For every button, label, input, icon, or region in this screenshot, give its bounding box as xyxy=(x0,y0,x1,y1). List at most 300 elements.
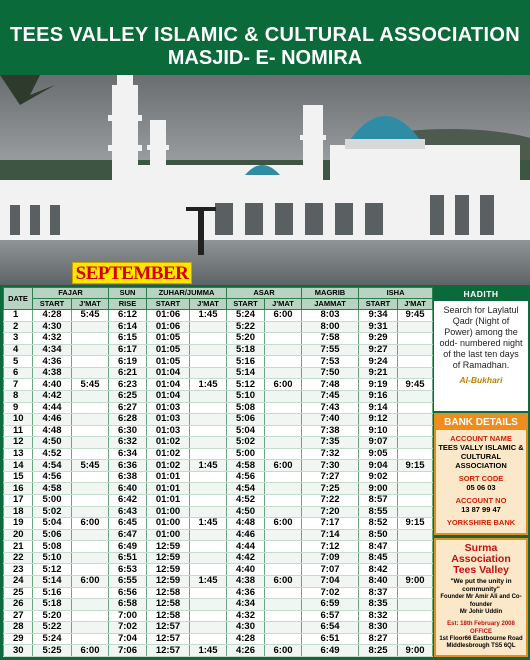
zuhar-start-cell: 12:59 xyxy=(147,552,190,564)
account-name-value: TEES VALLY ISLAMIC & CULTURAL ASSOCIATION xyxy=(438,443,524,470)
sunrise-cell: 6:17 xyxy=(109,344,147,356)
zuhar-jamat-cell xyxy=(190,321,227,333)
zuhar-start-cell: 12:57 xyxy=(147,633,190,645)
fajar-jamat-cell xyxy=(72,390,109,402)
table-row xyxy=(4,414,433,426)
fajar-start-cell: 5:08 xyxy=(33,541,72,553)
isha-start-cell: 9:27 xyxy=(359,344,398,356)
zuhar-jamat-cell: 1:45 xyxy=(190,460,227,472)
prayer-times-table xyxy=(3,287,433,657)
fajar-start-cell: 4:30 xyxy=(33,321,72,333)
isha-start-cell: 9:02 xyxy=(359,471,398,483)
magrib-jammat-cell: 7:32 xyxy=(302,448,359,460)
table-row xyxy=(4,552,433,564)
zuhar-jamat-cell xyxy=(190,541,227,553)
sunrise-cell: 6:32 xyxy=(109,437,147,449)
magrib-jammat-cell: 7:12 xyxy=(302,541,359,553)
isha-jamat-cell: 9:15 xyxy=(398,518,433,530)
isha-jamat-cell xyxy=(398,425,433,437)
sunrise-cell: 6:58 xyxy=(109,599,147,611)
asar-jamat-cell xyxy=(265,333,302,345)
row-date-cell: 6 xyxy=(4,367,33,379)
asar-start-cell: 4:58 xyxy=(227,460,265,472)
fajar-start-cell: 4:46 xyxy=(33,414,72,426)
fajar-start-cell: 4:40 xyxy=(33,379,72,391)
table-row xyxy=(4,367,433,379)
sunrise-cell: 6:12 xyxy=(109,310,147,322)
surma-cofounder: Mr Johir Uddin xyxy=(459,609,503,615)
zuhar-start-cell: 12:58 xyxy=(147,599,190,611)
side-panel xyxy=(434,287,528,657)
row-date-cell: 21 xyxy=(4,541,33,553)
zuhar-jamat-cell: 1:45 xyxy=(190,645,227,657)
sunrise-cell: 6:28 xyxy=(109,414,147,426)
fajar-start-cell: 4:44 xyxy=(33,402,72,414)
sunrise-cell: 6:45 xyxy=(109,518,147,530)
magrib-jammat-cell: 7:17 xyxy=(302,518,359,530)
fajar-start-cell: 4:28 xyxy=(33,310,72,322)
magrib-jammat-cell: 7:30 xyxy=(302,460,359,472)
isha-start-cell: 8:50 xyxy=(359,529,398,541)
asar-jamat-header: J'MAT xyxy=(265,299,302,310)
zuhar-start-cell: 01:00 xyxy=(147,506,190,518)
isha-jamat-cell xyxy=(398,587,433,599)
isha-jamat-cell xyxy=(398,564,433,576)
row-date-cell: 28 xyxy=(4,622,33,634)
isha-start-cell: 9:34 xyxy=(359,310,398,322)
fajar-jamat-cell: 6:00 xyxy=(72,645,109,657)
zuhar-start-cell: 01:02 xyxy=(147,460,190,472)
isha-header: ISHA xyxy=(359,288,433,299)
sunrise-cell: 6:27 xyxy=(109,402,147,414)
isha-jamat-cell: 9:00 xyxy=(398,575,433,587)
isha-start-cell: 9:29 xyxy=(359,333,398,345)
fajar-jamat-cell xyxy=(72,552,109,564)
asar-jamat-cell xyxy=(265,321,302,333)
asar-jamat-cell xyxy=(265,471,302,483)
zuhar-start-cell: 01:02 xyxy=(147,437,190,449)
row-date-cell: 1 xyxy=(4,310,33,322)
table-row xyxy=(4,587,433,599)
table-row xyxy=(4,390,433,402)
table-row xyxy=(4,448,433,460)
prayer-times-body xyxy=(4,310,433,657)
zuhar-jamat-cell: 1:45 xyxy=(190,310,227,322)
row-date-cell: 20 xyxy=(4,529,33,541)
table-row xyxy=(4,506,433,518)
bank-details-box xyxy=(434,413,528,535)
fajar-jamat-cell xyxy=(72,599,109,611)
fajar-start-cell: 5:06 xyxy=(33,529,72,541)
header-banner xyxy=(0,0,530,75)
asar-jamat-cell xyxy=(265,437,302,449)
sunrise-cell: 6:55 xyxy=(109,575,147,587)
isha-start-cell: 9:12 xyxy=(359,414,398,426)
magrib-jammat-cell: 6:57 xyxy=(302,610,359,622)
zuhar-jamat-cell xyxy=(190,506,227,518)
isha-start-cell: 8:57 xyxy=(359,495,398,507)
asar-start-cell: 4:30 xyxy=(227,622,265,634)
zuhar-jamat-cell: 1:45 xyxy=(190,379,227,391)
fajar-start-cell: 4:42 xyxy=(33,390,72,402)
sunrise-header-line2: RISE xyxy=(109,299,147,310)
zuhar-start-cell: 12:58 xyxy=(147,610,190,622)
isha-jamat-cell xyxy=(398,633,433,645)
zuhar-jamat-cell xyxy=(190,599,227,611)
zuhar-start-cell: 01:06 xyxy=(147,310,190,322)
magrib-jammat-cell: 6:59 xyxy=(302,599,359,611)
fajar-start-cell: 4:52 xyxy=(33,448,72,460)
isha-start-cell: 8:55 xyxy=(359,506,398,518)
magrib-jammat-cell: 7:55 xyxy=(302,344,359,356)
row-date-cell: 15 xyxy=(4,471,33,483)
zuhar-jamat-cell xyxy=(190,425,227,437)
zuhar-start-cell: 12:57 xyxy=(147,645,190,657)
row-date-cell: 12 xyxy=(4,437,33,449)
asar-jamat-cell xyxy=(265,587,302,599)
magrib-jammat-cell: 7:38 xyxy=(302,425,359,437)
sunrise-cell: 6:21 xyxy=(109,367,147,379)
isha-jamat-cell xyxy=(398,541,433,553)
row-date-cell: 13 xyxy=(4,448,33,460)
mosque-photo xyxy=(0,75,530,285)
fajar-jamat-cell: 6:00 xyxy=(72,518,109,530)
fajar-start-cell: 4:32 xyxy=(33,333,72,345)
account-name-label: ACCOUNT NAME xyxy=(450,434,512,443)
row-date-cell: 27 xyxy=(4,610,33,622)
asar-jamat-cell xyxy=(265,529,302,541)
surma-office-line2: Middlesbrough TS5 6QL xyxy=(446,643,516,649)
zuhar-jamat-cell xyxy=(190,471,227,483)
fajar-jamat-header: J'MAT xyxy=(72,299,109,310)
asar-jamat-cell xyxy=(265,610,302,622)
zuhar-jamat-cell xyxy=(190,414,227,426)
fajar-start-cell: 4:38 xyxy=(33,367,72,379)
isha-jamat-cell xyxy=(398,529,433,541)
isha-start-cell: 9:07 xyxy=(359,437,398,449)
asar-start-cell: 5:04 xyxy=(227,425,265,437)
fajar-jamat-cell xyxy=(72,587,109,599)
zuhar-jamat-cell xyxy=(190,622,227,634)
fajar-start-cell: 5:24 xyxy=(33,633,72,645)
surma-established: Est: 18th February 2008 xyxy=(447,620,515,627)
asar-start-cell: 4:32 xyxy=(227,610,265,622)
row-date-cell: 11 xyxy=(4,425,33,437)
magrib-jammat-cell: 7:02 xyxy=(302,587,359,599)
asar-jamat-cell xyxy=(265,541,302,553)
isha-jamat-cell xyxy=(398,367,433,379)
magrib-jammat-cell: 7:43 xyxy=(302,402,359,414)
sunrise-cell: 6:38 xyxy=(109,471,147,483)
sunrise-cell: 6:25 xyxy=(109,390,147,402)
fajar-start-cell: 5:12 xyxy=(33,564,72,576)
magrib-jammat-cell: 7:35 xyxy=(302,437,359,449)
zuhar-jamat-cell xyxy=(190,552,227,564)
fajar-start-cell: 5:18 xyxy=(33,599,72,611)
zuhar-start-cell: 01:04 xyxy=(147,379,190,391)
magrib-header: MAGRIB xyxy=(302,288,359,299)
isha-start-cell: 8:47 xyxy=(359,541,398,553)
sunrise-cell: 6:49 xyxy=(109,541,147,553)
isha-start-cell: 9:10 xyxy=(359,425,398,437)
zuhar-jamat-cell xyxy=(190,402,227,414)
surma-title-line2: Tees Valley xyxy=(453,564,509,576)
fajar-jamat-cell xyxy=(72,529,109,541)
zuhar-start-cell: 01:05 xyxy=(147,333,190,345)
zuhar-jamat-cell xyxy=(190,633,227,645)
isha-jamat-cell xyxy=(398,506,433,518)
asar-jamat-cell xyxy=(265,506,302,518)
fajar-start-cell: 4:54 xyxy=(33,460,72,472)
isha-jamat-cell xyxy=(398,599,433,611)
fajar-start-header: START xyxy=(33,299,72,310)
zuhar-jamat-cell xyxy=(190,356,227,368)
table-row xyxy=(4,333,433,345)
sunrise-cell: 6:30 xyxy=(109,425,147,437)
asar-start-cell: 4:42 xyxy=(227,552,265,564)
asar-start-cell: 5:10 xyxy=(227,390,265,402)
zuhar-start-cell: 01:03 xyxy=(147,425,190,437)
fajar-jamat-cell xyxy=(72,437,109,449)
asar-jamat-cell xyxy=(265,552,302,564)
table-row xyxy=(4,518,433,530)
sunrise-cell: 6:36 xyxy=(109,460,147,472)
asar-start-cell: 4:50 xyxy=(227,506,265,518)
isha-start-cell: 9:21 xyxy=(359,367,398,379)
account-no-label: ACCOUNT NO xyxy=(455,496,507,505)
magrib-jammat-cell: 8:03 xyxy=(302,310,359,322)
asar-jamat-cell xyxy=(265,633,302,645)
sunrise-cell: 7:06 xyxy=(109,645,147,657)
zuhar-start-cell: 12:59 xyxy=(147,541,190,553)
isha-start-cell: 8:35 xyxy=(359,599,398,611)
asar-jamat-cell xyxy=(265,448,302,460)
zuhar-start-header: START xyxy=(147,299,190,310)
asar-start-cell: 4:52 xyxy=(227,495,265,507)
isha-start-cell: 8:30 xyxy=(359,622,398,634)
isha-jamat-cell xyxy=(398,483,433,495)
asar-start-cell: 4:46 xyxy=(227,529,265,541)
fajar-jamat-cell: 5:45 xyxy=(72,379,109,391)
row-date-cell: 7 xyxy=(4,379,33,391)
fajar-start-cell: 5:20 xyxy=(33,610,72,622)
table-row xyxy=(4,460,433,472)
asar-start-cell: 5:18 xyxy=(227,344,265,356)
asar-start-cell: 4:28 xyxy=(227,633,265,645)
zuhar-start-cell: 01:02 xyxy=(147,448,190,460)
isha-jamat-cell xyxy=(398,356,433,368)
asar-start-cell: 5:08 xyxy=(227,402,265,414)
asar-jamat-cell xyxy=(265,356,302,368)
isha-start-cell: 9:14 xyxy=(359,402,398,414)
sort-code-label: SORT CODE xyxy=(458,474,504,483)
fajar-jamat-cell xyxy=(72,414,109,426)
sunrise-cell: 6:56 xyxy=(109,587,147,599)
table-row xyxy=(4,379,433,391)
fajar-jamat-cell xyxy=(72,541,109,553)
fajar-jamat-cell xyxy=(72,344,109,356)
row-date-cell: 30 xyxy=(4,645,33,657)
sunrise-cell: 6:34 xyxy=(109,448,147,460)
asar-jamat-cell xyxy=(265,599,302,611)
sunrise-cell: 6:40 xyxy=(109,483,147,495)
isha-start-cell: 9:04 xyxy=(359,460,398,472)
fajar-jamat-cell xyxy=(72,564,109,576)
isha-jamat-header: J'MAT xyxy=(398,299,433,310)
table-row xyxy=(4,645,433,657)
isha-start-cell: 9:16 xyxy=(359,390,398,402)
magrib-jammat-cell: 7:27 xyxy=(302,471,359,483)
isha-start-cell: 8:45 xyxy=(359,552,398,564)
asar-jamat-cell: 6:00 xyxy=(265,518,302,530)
row-date-cell: 24 xyxy=(4,575,33,587)
table-row xyxy=(4,425,433,437)
surma-title-line1: Surma Association xyxy=(451,542,511,565)
asar-jamat-cell xyxy=(265,367,302,379)
fajar-jamat-cell xyxy=(72,367,109,379)
asar-start-cell: 5:22 xyxy=(227,321,265,333)
isha-jamat-cell xyxy=(398,414,433,426)
zuhar-jamat-cell xyxy=(190,344,227,356)
magrib-jammat-cell: 7:45 xyxy=(302,390,359,402)
asar-start-cell: 4:26 xyxy=(227,645,265,657)
asar-jamat-cell xyxy=(265,622,302,634)
fajar-jamat-cell xyxy=(72,448,109,460)
table-row xyxy=(4,344,433,356)
fajar-start-cell: 4:34 xyxy=(33,344,72,356)
isha-jamat-cell xyxy=(398,610,433,622)
surma-office-line1: 1st Floor66 Eastbourne Road xyxy=(439,635,523,642)
sunrise-cell: 6:53 xyxy=(109,564,147,576)
fajar-jamat-cell xyxy=(72,333,109,345)
fajar-start-cell: 5:04 xyxy=(33,518,72,530)
asar-start-cell: 5:02 xyxy=(227,437,265,449)
isha-start-cell: 9:31 xyxy=(359,321,398,333)
fajar-start-cell: 4:58 xyxy=(33,483,72,495)
isha-jamat-cell xyxy=(398,437,433,449)
isha-start-cell: 8:52 xyxy=(359,518,398,530)
asar-start-cell: 4:40 xyxy=(227,564,265,576)
zuhar-start-cell: 01:04 xyxy=(147,390,190,402)
mosque-illustration xyxy=(0,75,530,285)
table-row xyxy=(4,356,433,368)
asar-jamat-cell: 6:00 xyxy=(265,379,302,391)
row-date-cell: 2 xyxy=(4,321,33,333)
magrib-jammat-cell: 8:00 xyxy=(302,321,359,333)
fajar-start-cell: 4:50 xyxy=(33,437,72,449)
zuhar-jamat-cell xyxy=(190,610,227,622)
zuhar-jamat-cell xyxy=(190,367,227,379)
fajar-header: FAJAR xyxy=(33,288,109,299)
zuhar-jamat-cell xyxy=(190,448,227,460)
table-row xyxy=(4,541,433,553)
asar-jamat-cell: 6:00 xyxy=(265,460,302,472)
asar-start-cell: 5:20 xyxy=(227,333,265,345)
hadith-box xyxy=(434,287,528,411)
fajar-start-cell: 5:22 xyxy=(33,622,72,634)
asar-start-cell: 5:16 xyxy=(227,356,265,368)
magrib-jammat-cell: 7:22 xyxy=(302,495,359,507)
masjid-title: MASJID- E- NOMIRA xyxy=(167,47,363,69)
asar-jamat-cell xyxy=(265,495,302,507)
zuhar-jamat-header: J'MAT xyxy=(190,299,227,310)
isha-start-cell: 8:25 xyxy=(359,645,398,657)
isha-jamat-cell xyxy=(398,495,433,507)
table-row xyxy=(4,529,433,541)
asar-start-cell: 5:06 xyxy=(227,414,265,426)
row-date-cell: 18 xyxy=(4,506,33,518)
isha-jamat-cell: 9:45 xyxy=(398,379,433,391)
isha-start-cell: 8:27 xyxy=(359,633,398,645)
fajar-start-cell: 4:56 xyxy=(33,471,72,483)
sort-code-value: 05 06 03 xyxy=(466,483,496,492)
table-row xyxy=(4,402,433,414)
table-row xyxy=(4,310,433,322)
zuhar-jamat-cell xyxy=(190,483,227,495)
fajar-start-cell: 5:25 xyxy=(33,645,72,657)
row-date-cell: 26 xyxy=(4,599,33,611)
sunrise-cell: 6:19 xyxy=(109,356,147,368)
fajar-jamat-cell xyxy=(72,321,109,333)
sunrise-cell: 6:14 xyxy=(109,321,147,333)
asar-start-cell: 4:38 xyxy=(227,575,265,587)
magrib-jammat-cell: 6:49 xyxy=(302,645,359,657)
row-date-cell: 29 xyxy=(4,633,33,645)
table-row xyxy=(4,471,433,483)
fajar-jamat-cell xyxy=(72,633,109,645)
sunrise-cell: 6:15 xyxy=(109,333,147,345)
table-row xyxy=(4,575,433,587)
magrib-jammat-header: JAMMAT xyxy=(302,299,359,310)
asar-start-cell: 4:44 xyxy=(227,541,265,553)
fajar-start-cell: 5:10 xyxy=(33,552,72,564)
asar-jamat-cell xyxy=(265,344,302,356)
asar-start-cell: 5:12 xyxy=(227,379,265,391)
fajar-jamat-cell xyxy=(72,425,109,437)
magrib-jammat-cell: 7:40 xyxy=(302,414,359,426)
surma-office-label: OFFICE xyxy=(470,628,492,635)
fajar-jamat-cell: 5:45 xyxy=(72,460,109,472)
fajar-start-cell: 5:00 xyxy=(33,495,72,507)
isha-jamat-cell xyxy=(398,344,433,356)
asar-header: ASAR xyxy=(227,288,302,299)
isha-jamat-cell xyxy=(398,622,433,634)
asar-jamat-cell xyxy=(265,425,302,437)
table-row xyxy=(4,622,433,634)
sunrise-cell: 6:47 xyxy=(109,529,147,541)
zuhar-start-cell: 12:57 xyxy=(147,622,190,634)
isha-jamat-cell xyxy=(398,321,433,333)
table-row xyxy=(4,633,433,645)
asar-start-cell: 4:54 xyxy=(227,483,265,495)
isha-jamat-cell xyxy=(398,552,433,564)
sunrise-cell: 6:23 xyxy=(109,379,147,391)
row-date-cell: 23 xyxy=(4,564,33,576)
surma-slogan: "We put the unity in community" xyxy=(450,578,512,593)
magrib-jammat-cell: 6:54 xyxy=(302,622,359,634)
row-date-cell: 3 xyxy=(4,333,33,345)
date-header: DATE xyxy=(4,288,33,310)
zuhar-jamat-cell xyxy=(190,529,227,541)
hadith-text: Search for Laylatul Qadr (Night of Power) among the odd- numbered night of the last ten days of Ramadhan. xyxy=(439,305,523,370)
asar-start-cell: 5:14 xyxy=(227,367,265,379)
surma-association-box xyxy=(434,538,528,657)
asar-start-cell: 4:34 xyxy=(227,599,265,611)
isha-start-cell: 9:05 xyxy=(359,448,398,460)
magrib-jammat-cell: 7:50 xyxy=(302,367,359,379)
zuhar-start-cell: 12:59 xyxy=(147,564,190,576)
month-banner: SEPTEMBER xyxy=(72,262,192,284)
